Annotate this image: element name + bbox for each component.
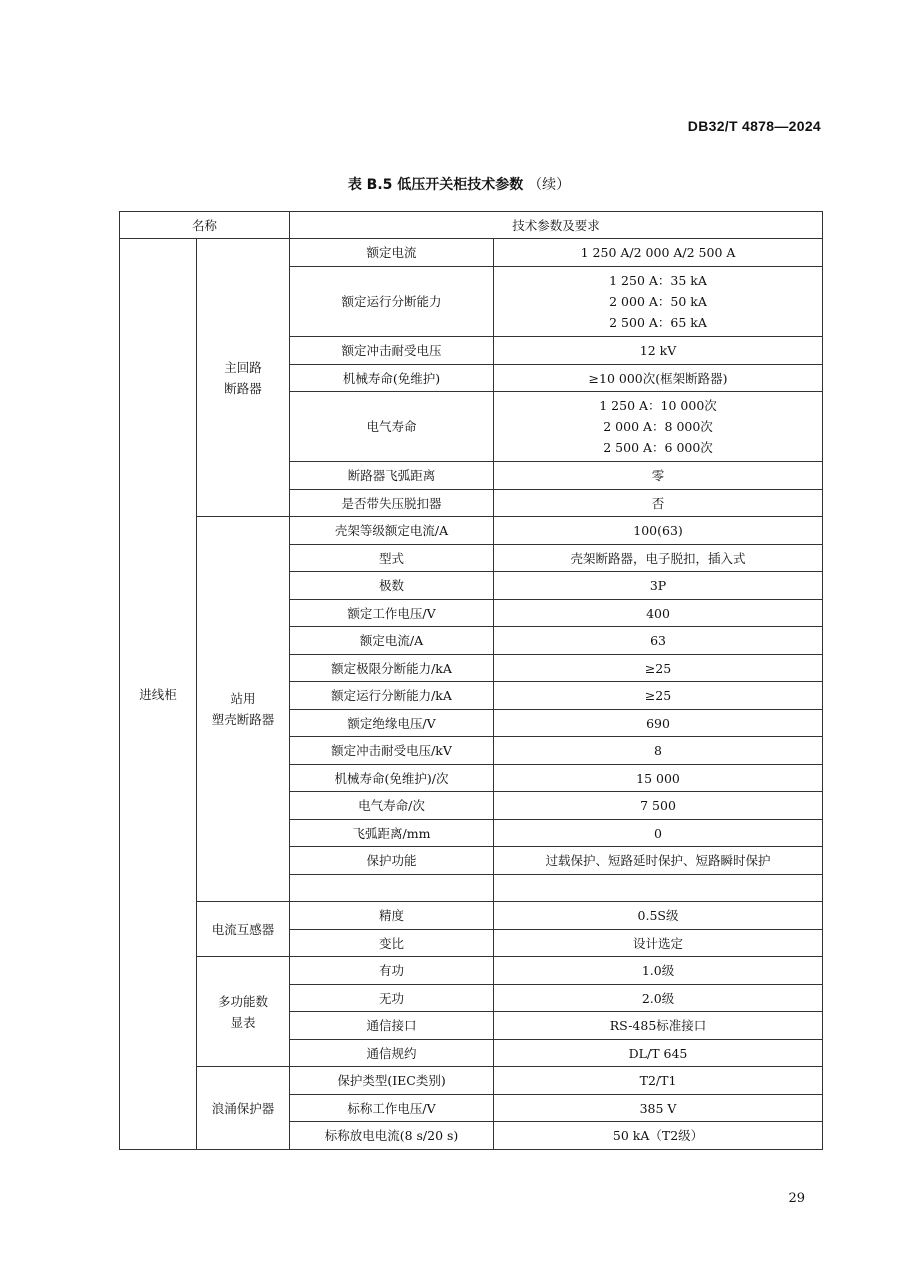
value-cell: 3P [494,572,823,600]
value-line: 2 000 A：50 kA [609,294,707,309]
param-cell: 额定运行分断能力 [290,267,494,337]
value-cell: 400 [494,600,823,627]
value-cell: 8 [494,737,823,765]
table-continued-label: （续） [528,177,571,193]
param-cell: 型式 [290,545,494,572]
value-cell: 过载保护、短路延时保护、短路瞬时保护 [494,847,823,875]
param-cell: 是否带失压脱扣器 [290,490,494,517]
param-cell: 壳架等级额定电流/A [290,517,494,545]
value-line: 2 500 A：65 kA [609,315,707,330]
value-cell: T2/T1 [494,1067,823,1095]
param-cell: 机械寿命(免维护) [290,365,494,392]
param-cell: 额定极限分断能力/kA [290,655,494,682]
value-cell: 壳架断路器，电子脱扣，插入式 [494,545,823,572]
value-line: 1 250 A：10 000次 [599,398,717,413]
param-cell: 保护功能 [290,847,494,875]
value-cell: 2.0级 [494,985,823,1012]
value-cell: 690 [494,710,823,737]
value-cell: 12 kV [494,337,823,365]
header-params-cell: 技术参数及要求 [290,212,823,239]
param-cell: 额定工作电压/V [290,600,494,627]
value-cell [494,392,823,462]
param-cell: 极数 [290,572,494,600]
table-caption [0,174,918,194]
value-cell [494,875,823,902]
table-row [120,902,823,930]
value-cell: RS-485标准接口 [494,1012,823,1040]
group-multifunction-meter: 多功能数 显表 [197,957,290,1067]
value-cell: 0.5S级 [494,902,823,930]
value-line: 2 500 A：6 000次 [603,440,713,455]
value-cell: 1 250 A/2 000 A/2 500 A [494,239,823,267]
group-main-breaker: 主回路 断路器 [197,239,290,517]
param-cell: 保护类型(IEC类别) [290,1067,494,1095]
param-cell: 精度 [290,902,494,930]
table-header-row [120,212,823,239]
param-cell: 额定电流 [290,239,494,267]
table-row [120,239,823,267]
param-cell: 断路器飞弧距离 [290,462,494,490]
value-cell: 设计选定 [494,930,823,957]
param-cell: 额定电流/A [290,627,494,655]
param-cell: 额定冲击耐受电压/kV [290,737,494,765]
page-number: 29 [788,1191,805,1206]
param-cell: 通信接口 [290,1012,494,1040]
document-code: DB32/T 4878—2024 [687,118,821,134]
param-cell: 通信规约 [290,1040,494,1067]
group-station-mccb: 站用 塑壳断路器 [197,517,290,902]
value-cell: 385 V [494,1095,823,1122]
param-cell: 电气寿命/次 [290,792,494,820]
param-cell: 无功 [290,985,494,1012]
param-cell: 机械寿命(免维护)/次 [290,765,494,792]
table-row [120,517,823,545]
value-cell [494,267,823,337]
value-cell: 1.0级 [494,957,823,985]
group-surge-protector: 浪涌保护器 [197,1067,290,1150]
table-row [120,957,823,985]
table-row [120,1067,823,1095]
group-current-transformer: 电流互感器 [197,902,290,957]
value-line: 2 000 A：8 000次 [603,419,713,434]
param-cell: 飞弧距离/mm [290,820,494,847]
param-cell [290,875,494,902]
param-cell: 有功 [290,957,494,985]
cabinet-cell: 进线柜 [120,239,197,1150]
param-cell: 标称工作电压/V [290,1095,494,1122]
param-cell: 额定绝缘电压/V [290,710,494,737]
value-cell: 15 000 [494,765,823,792]
param-cell: 额定冲击耐受电压 [290,337,494,365]
param-cell: 变比 [290,930,494,957]
value-cell: 0 [494,820,823,847]
value-cell: 100(63) [494,517,823,545]
value-cell: DL/T 645 [494,1040,823,1067]
param-cell: 额定运行分断能力/kA [290,682,494,710]
header-name-cell: 名称 [120,212,290,239]
value-cell: 63 [494,627,823,655]
param-cell: 电气寿命 [290,392,494,462]
value-cell: 50 kA（T2级） [494,1122,823,1150]
param-cell: 标称放电电流(8 s/20 s) [290,1122,494,1150]
value-cell: 否 [494,490,823,517]
value-line: 1 250 A：35 kA [609,273,707,288]
spec-table [119,211,823,1150]
value-cell: ≥25 [494,682,823,710]
value-cell: ≥25 [494,655,823,682]
table-title: 表 B.5 低压开关柜技术参数 [347,177,524,193]
value-cell: 零 [494,462,823,490]
value-cell: ≥10 000次(框架断路器) [494,365,823,392]
value-cell: 7 500 [494,792,823,820]
